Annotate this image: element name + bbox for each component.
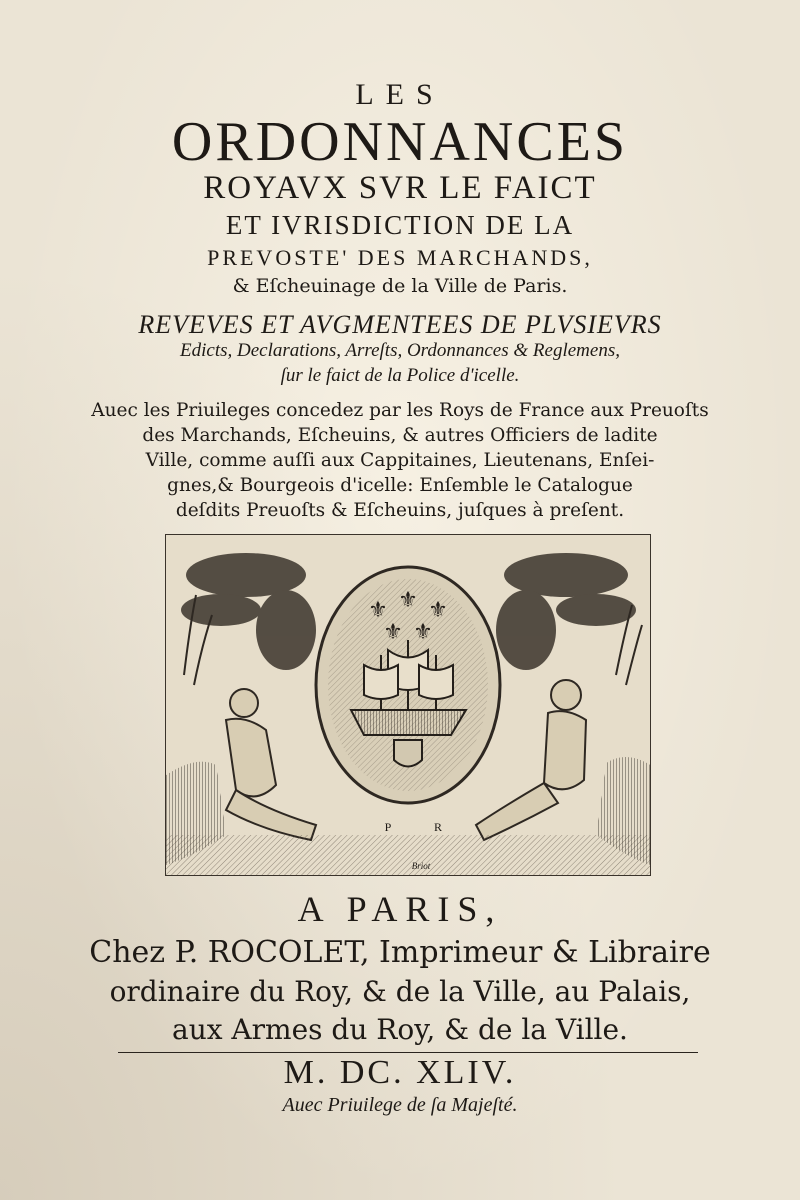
subtitle-reueues: REVEVES ET AVGMENTEES DE PLVSIEVRS xyxy=(138,310,662,339)
svg-text:⚜: ⚜ xyxy=(428,598,448,623)
subtitle-fur: ſur le faict de la Police d'icelle. xyxy=(280,365,520,386)
subtitle-edicts: Edicts, Declarations, Arreſts, Ordonnances & Reglemens, xyxy=(180,340,620,361)
privileges-line-5: deſdits Preuoſts & Eſcheuins, juſques à preſent. xyxy=(175,500,625,521)
title-les: LES xyxy=(355,78,445,111)
title-prevoste: PREVOSTE' DES MARCHANDS, xyxy=(207,245,593,270)
title-escheuinage: & Eſcheuinage de la Ville de Paris. xyxy=(232,275,568,297)
title-royaux: ROYAVX SVR LE FAICT xyxy=(203,170,597,206)
imprint-privilege: Auec Priuilege de ſa Majeſté. xyxy=(282,1094,518,1116)
privileges-line-3: Ville, comme auſſi aux Cappitaines, Lieutenans, Enſei- xyxy=(145,450,655,471)
title-ordonnances: ORDONNANCES xyxy=(171,111,629,173)
imprint-divider xyxy=(118,1052,698,1053)
engraver-signature: Briot xyxy=(411,861,431,871)
privileges-line-2: des Marchands, Eſcheuins, & autres Officiers de ladite xyxy=(142,425,658,446)
imprint-armes: aux Armes du Roy, & de la Ville. xyxy=(172,1013,628,1046)
title-iurisdiction: ET IVRISDICTION DE LA xyxy=(225,210,575,240)
monogram-left: P xyxy=(384,820,392,834)
engraving-illustration xyxy=(166,535,650,875)
privileges-line-1: Auec les Priuileges concedez par les Roys de France aux Preuoſts xyxy=(91,400,709,421)
imprint-ordinaire: ordinaire du Roy, & de la Ville, au Palais, xyxy=(109,975,691,1008)
privileges-line-4: gnes,& Bourgeois d'icelle: Enſemble le Catalogue xyxy=(167,475,633,496)
imprint-city: A PARIS, xyxy=(297,889,503,929)
svg-text:⚜: ⚜ xyxy=(383,620,403,645)
imprint-date: M. DC. XLIV. xyxy=(283,1054,517,1091)
monogram-right: R xyxy=(433,820,443,834)
svg-text:⚜: ⚜ xyxy=(368,598,388,623)
svg-text:⚜: ⚜ xyxy=(398,588,418,613)
engraving-coat-of-arms xyxy=(165,534,651,876)
imprint-printer: Chez P. ROCOLET, Imprimeur & Libraire xyxy=(89,935,711,970)
svg-text:⚜: ⚜ xyxy=(413,620,433,645)
